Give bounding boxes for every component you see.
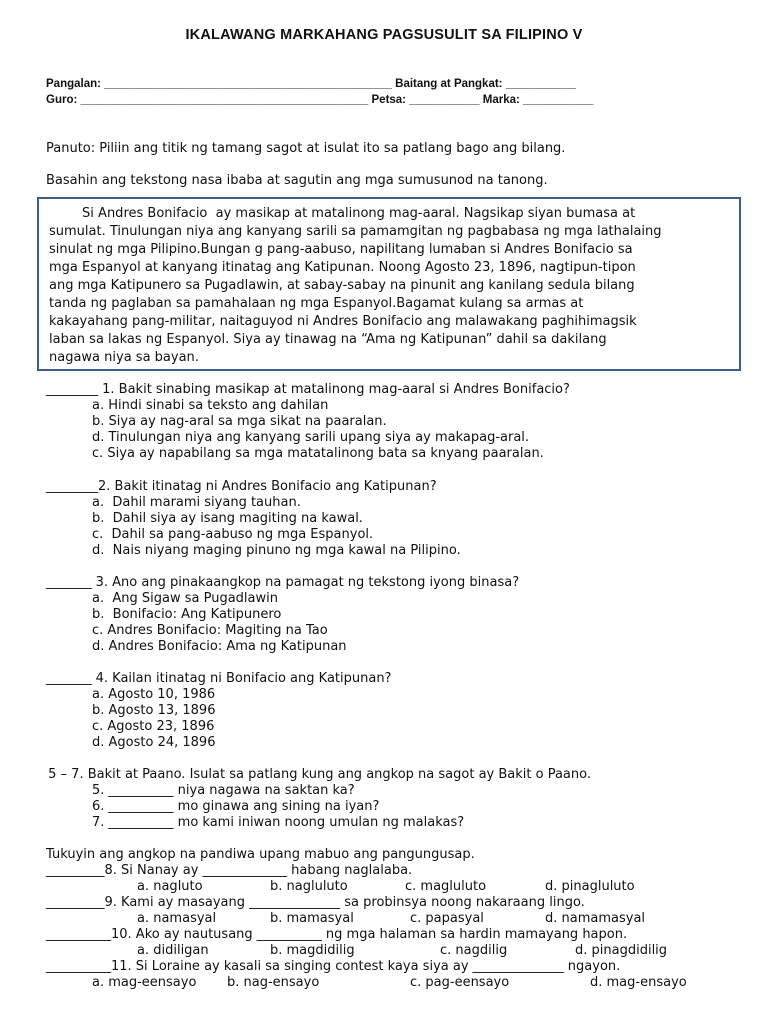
choice: b. nag-ensayo: [227, 975, 320, 990]
choice: a. Hindi sinabi sa teksto ang dahilan: [92, 398, 329, 413]
item-10: __________10. Ako ay nautusang __________ ng mga halaman sa hardin mamayang hapon.: [46, 927, 628, 942]
question-1: ________ 1. Bakit sinabing masikap at matalinong mag-aaral si Andres Bonifacio?: [46, 382, 570, 397]
student-info-row-1: Pangalan: _____________________________________________ Baitang at Pangkat: ___________: [46, 78, 577, 90]
passage-line: kakayahang pang-militar, naitaguyod ni Andres Bonifacio ang malawakang paghihimagsik: [49, 314, 637, 329]
item-5: 5. __________ niya nagawa na saktan ka?: [92, 783, 355, 798]
choice: c. Siya ay napabilang sa mga matatalinong bata sa knyang paaralan.: [92, 446, 544, 461]
exam-title: IKALAWANG MARKAHANG PAGSUSULIT SA FILIPINO V: [185, 27, 583, 43]
item-9: _________9. Kami ay masayang ______________ sa probinsya noong nakaraang lingo.: [46, 895, 585, 910]
section-8-11-heading: Tukuyin ang angkop na pandiwa upang mabuo ang pangungusap.: [46, 847, 475, 862]
choice: c. magluluto: [405, 879, 487, 894]
question-2: ________2. Bakit itinatag ni Andres Bonifacio ang Katipunan?: [46, 479, 437, 494]
instructions: Panuto: Piliin ang titik ng tamang sagot at isulat ito sa patlang bago ang bilang.: [46, 141, 566, 156]
choice: a. Ang Sigaw sa Pugadlawin: [92, 591, 278, 606]
choice: a. namasyal: [137, 911, 217, 926]
choice: b. Bonifacio: Ang Katipunero: [92, 607, 282, 622]
question-4: _______ 4. Kailan itinatag ni Bonifacio ang Katipunan?: [46, 671, 392, 686]
question-3: _______ 3. Ano ang pinakaangkop na pamagat ng tekstong iyong binasa?: [46, 575, 520, 590]
passage-line: laban sa lakas ng Espanyol. Siya ay tinawag na “Ama ng Katipunan” dahil sa dakilang: [49, 332, 607, 347]
passage-line: sinulat ng mga Pilipino.Bungan g pang-aabuso, napilitang lumaban si Andres Bonifacio sa: [49, 242, 633, 257]
passage-line: tanda ng paglaban sa pamahalaan ng mga Espanyol.Bagamat kulang sa armas at: [49, 296, 584, 311]
choice: c. pag-eensayo: [410, 975, 510, 990]
choice: b. mamasyal: [270, 911, 354, 926]
reading-instructions: Basahin ang tekstong nasa ibaba at sagutin ang mga sumusunod na tanong.: [46, 173, 548, 188]
choice: a. mag-eensayo: [92, 975, 197, 990]
item-7: 7. __________ mo kami iniwan noong umulan ng malakas?: [92, 815, 465, 830]
choice: a. Dahil marami siyang tauhan.: [92, 495, 301, 510]
choice: b. Dahil siya ay isang magiting na kawal.: [92, 511, 363, 526]
choice: c. Andres Bonifacio: Magiting na Tao: [92, 623, 328, 638]
section-5-7-heading: 5 – 7. Bakit at Paano. Isulat sa patlang kung ang angkop na sagot ay Bakit o Paano.: [44, 767, 591, 782]
item-11: __________11. Si Loraine ay kasali sa singing contest kaya siya ay ______________ ngayon.: [46, 959, 621, 974]
choice: b. Agosto 13, 1896: [92, 703, 216, 718]
choice: c. papasyal: [410, 911, 484, 926]
reading-passage-box: [37, 197, 741, 371]
student-info-row-2: Guro: _____________________________________________ Petsa: ___________ Marka: ___________: [46, 94, 594, 106]
choice: b. nagluluto: [270, 879, 348, 894]
passage-line: sumulat. Tinulungan niya ang kanyang sarili sa pamamgitan ng pagbabasa ng mga lathalaing: [49, 224, 662, 239]
choice: b. magdidilig: [270, 943, 355, 958]
choice: d. Tinulungan niya ang kanyang sarili upang siya ay makapag-aral.: [92, 430, 530, 445]
choice: c. nagdilig: [440, 943, 508, 958]
choice: b. Siya ay nag-aral sa mga sikat na paaralan.: [92, 414, 387, 429]
choice: c. Agosto 23, 1896: [92, 719, 215, 734]
item-6: 6. __________ mo ginawa ang sining na iyan?: [92, 799, 380, 814]
choice: a. nagluto: [137, 879, 203, 894]
choice: c. Dahil sa pang-aabuso ng mga Espanyol.: [92, 527, 374, 542]
choice: a. didiligan: [137, 943, 209, 958]
choice: d. mag-ensayo: [590, 975, 687, 990]
choice: d. Nais niyang maging pinuno ng mga kawal na Pilipino.: [92, 543, 461, 558]
item-8: _________8. Si Nanay ay _____________ habang naglalaba.: [46, 863, 413, 878]
choice: d. Andres Bonifacio: Ama ng Katipunan: [92, 639, 347, 654]
passage-line: nagawa niya sa bayan.: [49, 350, 199, 365]
passage-line: Si Andres Bonifacio ay masikap at matalinong mag-aaral. Nagsikap siyan bumasa at: [49, 206, 636, 221]
choice: d. Agosto 24, 1896: [92, 735, 216, 750]
choice: d. pinagluluto: [545, 879, 635, 894]
choice: d. namamasyal: [545, 911, 646, 926]
passage-line: mga Espanyol at kanyang itinatag ang Katipunan. Noong Agosto 23, 1896, nagtipun-tipon: [49, 260, 636, 275]
passage-line: ang mga Katipunero sa Pugadlawin, at sabay-sabay na pinunit ang kanilang sedula bilang: [49, 278, 635, 293]
choice: d. pinagdidilig: [575, 943, 668, 958]
choice: a. Agosto 10, 1986: [92, 687, 216, 702]
